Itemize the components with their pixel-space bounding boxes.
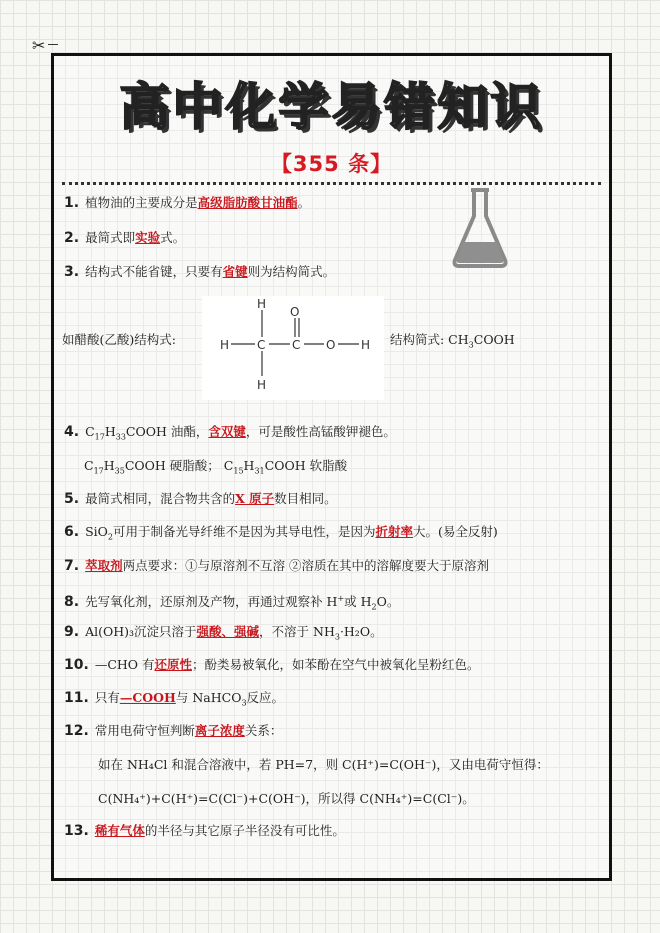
atom-o-right: O <box>326 338 336 352</box>
highlight: —COOH <box>119 690 176 705</box>
highlight: 含双键 <box>208 424 246 439</box>
flask-icon <box>451 186 509 268</box>
content-frame <box>51 53 612 881</box>
atom-o-top: O <box>290 305 300 319</box>
list-item-6: 6. SiO$_2$可用于制备光导纤维不是因为其导电性，是因为折射率大。(易全反射) <box>64 524 498 542</box>
page-title: 高中化学易错知识 <box>119 78 544 136</box>
scissor-icon: ✂ <box>32 36 46 55</box>
acetic-acid-label: 如醋酸(乙酸)结构式: <box>62 332 176 347</box>
highlight: 强酸、强碱 <box>196 624 260 639</box>
list-item-12: 12. 常用电荷守恒判断离子浓度关系： <box>64 723 283 739</box>
list-item-4-line-2: $C_{17}H_{35}COOH$ 硬脂酸； $C_{15}H_{31}COOH$ 软脂酸 <box>84 458 348 476</box>
highlight: 省键 <box>222 264 248 279</box>
list-item-12-line-3: C(NH₄⁺)+C(H⁺)=C(Cl⁻)+C(OH⁻)，所以得 C(NH₄⁺)=C(Cl⁻)。 <box>98 791 475 806</box>
highlight: 离子浓度 <box>194 723 245 738</box>
atom-c-1: C <box>257 338 266 352</box>
list-item-1: 1. 植物油的主要成分是高级脂肪酸甘油酯。 <box>64 195 311 211</box>
highlight: 还原性 <box>154 657 193 672</box>
list-item-11: 11. 只有—COOH与 NaHCO$_3$反应。 <box>64 690 285 708</box>
highlight: 稀有气体 <box>94 823 145 838</box>
atom-h-left: H <box>220 338 230 352</box>
highlight: X 原子 <box>235 491 275 506</box>
highlight: 萃取剂 <box>85 558 123 573</box>
highlight: 实验 <box>135 230 161 245</box>
list-item-3: 3. 结构式不能省键，只要有省键则为结构简式。 <box>64 264 336 280</box>
list-item-2: 2. 最简式即实验式。 <box>64 230 186 246</box>
list-item-7: 7. 萃取剂两点要求：①与原溶剂不互溶 ②溶质在其中的溶解度要大于原溶剂 <box>64 558 490 574</box>
atom-h-right: H <box>361 338 371 352</box>
atom-h-top: H <box>257 297 267 311</box>
atom-c-2: C <box>292 338 301 352</box>
list-item-9: 9. Al(OH)₃沉淀只溶于强酸、强碱，不溶于 $NH_3\cdot H_2O$。 <box>64 624 383 642</box>
list-item-8: 8. 先写氧化剂，还原剂及产物，再通过观察补 H+或 $H_2O$。 <box>64 594 400 612</box>
highlight: 高级脂肪酸甘油酯 <box>197 195 298 210</box>
list-item-10: 10. —CHO 有还原性；酚类易被氧化，如苯酚在空气中被氧化呈粉红色。 <box>64 657 480 673</box>
dotted-divider <box>62 182 601 185</box>
list-item-13: 13. 稀有气体的半径与其它原子半径没有可比性。 <box>64 823 345 839</box>
cut-line <box>48 44 58 45</box>
list-item-12-line-2: 如在 NH₄Cl 和混合溶液中，若 PH=7，则 C(H⁺)=C(OH⁻)，又由电荷守恒得： <box>98 757 549 772</box>
list-item-4: 4. $C_{17}H_{33}COOH$ 油酯，含双键，可是酸性高锰酸钾褪色。 <box>64 424 396 442</box>
acetic-acid-structure <box>202 296 384 400</box>
acetic-acid-condensed: 结构简式: $CH_3COOH$ <box>390 332 515 350</box>
list-item-5: 5. 最简式相同，混合物共含的X 原子数目相同。 <box>64 491 337 507</box>
highlight: 折射率 <box>375 524 413 539</box>
atom-h-bottom: H <box>257 378 267 392</box>
page-subtitle: 【355 条】 <box>270 152 393 176</box>
